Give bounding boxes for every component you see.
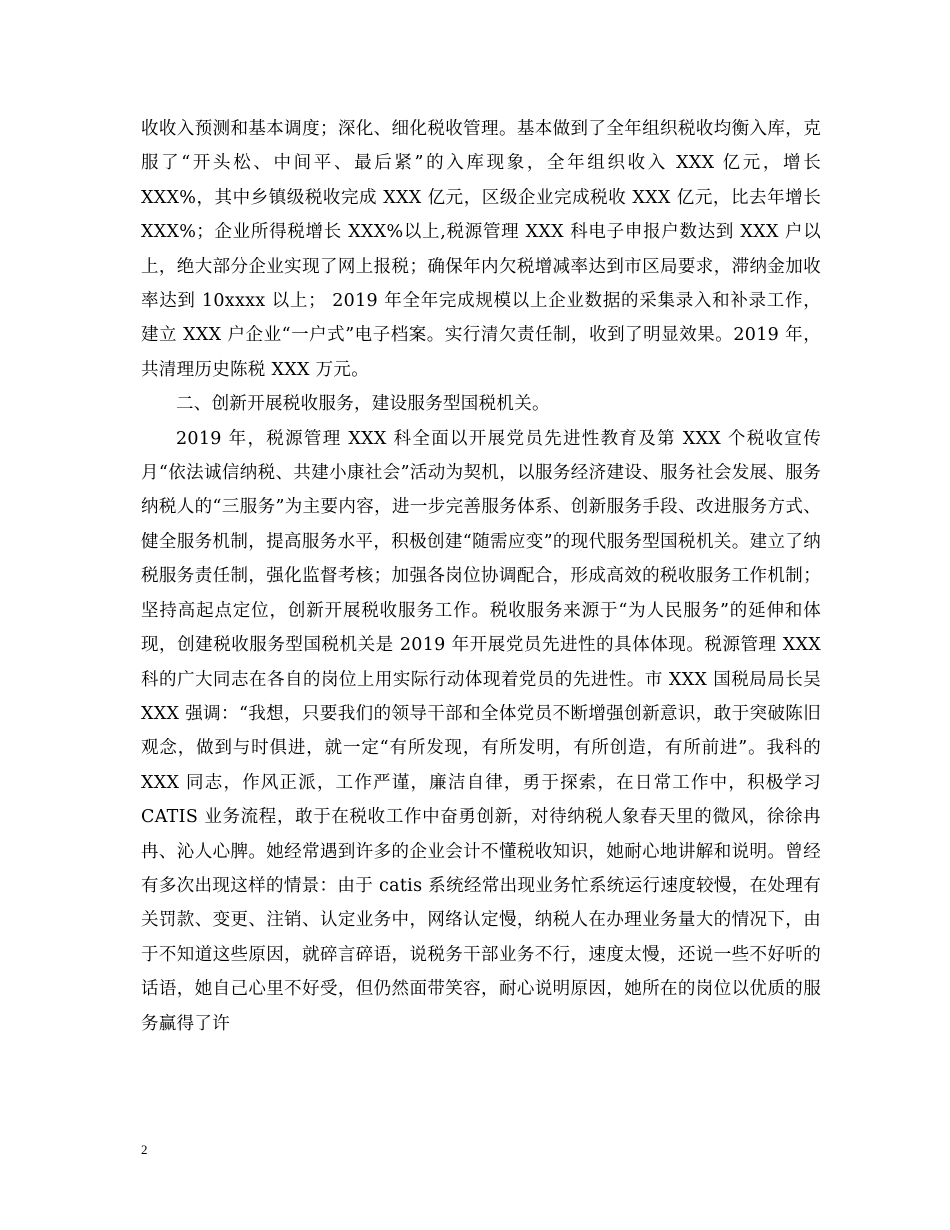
page-number: 2: [141, 1142, 148, 1157]
paragraph: 2019 年，税源管理 XXX 科全面以开展党员先进性教育及第 XXX 个税收宣传月“依法诚信纳税、共建小康社会”活动为契机，以服务经济建设、服务社会发展、服务纳税人的“三服务”为主要内容，进一步完善服务体系、创新服务手段、改进服务方式、健全服务机制，提高服务水平，积极创建“随需应变”的现代服务型国税机关。建立了纳税服务责任制，强化监督考核；加强各岗位协调配合，形成高效的税收服务工作机制；坚持高起点定位，创新开展税收服务工作。税收服务来源于“为人民服务”的延伸和体现，创建税收服务型国税机关是 2019 年开展党员先进性的具体体现。税源管理 XXX 科的广大同志在各自的岗位上用实际行动体现着党员的先进性。市 XXX 国税局局长吴 XXX 强调：“我想，只要我们的领导干部和全体党员不断增强创新意识，敢于突破陈旧观念，做到与时俱进，就一定“有所发现，有所发明，有所创造，有所前进”。我科的 XXX 同志，作风正派，工作严谨，廉洁自律，勇于探索，在日常工作中，积极学习 CATIS 业务流程，敢于在税收工作中奋勇创新，对待纳税人象春天里的微风，徐徐冉冉、沁人心脾。她经常遇到许多的企业会计不懂税收知识，她耐心地讲解和说明。曾经有多次出现这样的情景：由于 catis 系统经常出现业务忙系统运行速度较慢，在处理有关罚款、变更、注销、认定业务中，网络认定慢，纳税人在办理业务量大的情况下，由于不知道这些原因，就碎言碎语，说税务干部业务不行，速度太慢，还说一些不好听的话语，她自己心里不好受，但仍然面带笑容，耐心说明原因，她所在的岗位以优质的服务赢得了许: [141, 428, 821, 1034]
paragraph-continued: 收收入预测和基本调度；深化、细化税收管理。基本做到了全年组织税收均衡入库，克服了“开头松、中间平、最后紧”的入库现象，全年组织收入 XXX 亿元，增长 XXX%，其中乡镇级税收完成 XXX 亿元，区级企业完成税收 XXX 亿元，比去年增长 XXX%；企业所得税增长 XXX%以上,税源管理 XXX 科电子申报户数达到 XXX 户以上，绝大部分企业实现了网上报税；确保年内欠税增减率达到市区局要求，滞纳金加收率达到 10xxxx 以上； 2019 年全年完成规模以上企业数据的采集录入和补录工作，建立 XXX 户企业“一户式”电子档案。实行清欠责任制，收到了明显效果。2019 年，共清理历史陈税 XXX 万元。: [141, 119, 821, 380]
section-heading: 二、创新开展税收服务，建设服务型国税机关。: [176, 394, 550, 415]
document-body: [141, 112, 821, 1041]
